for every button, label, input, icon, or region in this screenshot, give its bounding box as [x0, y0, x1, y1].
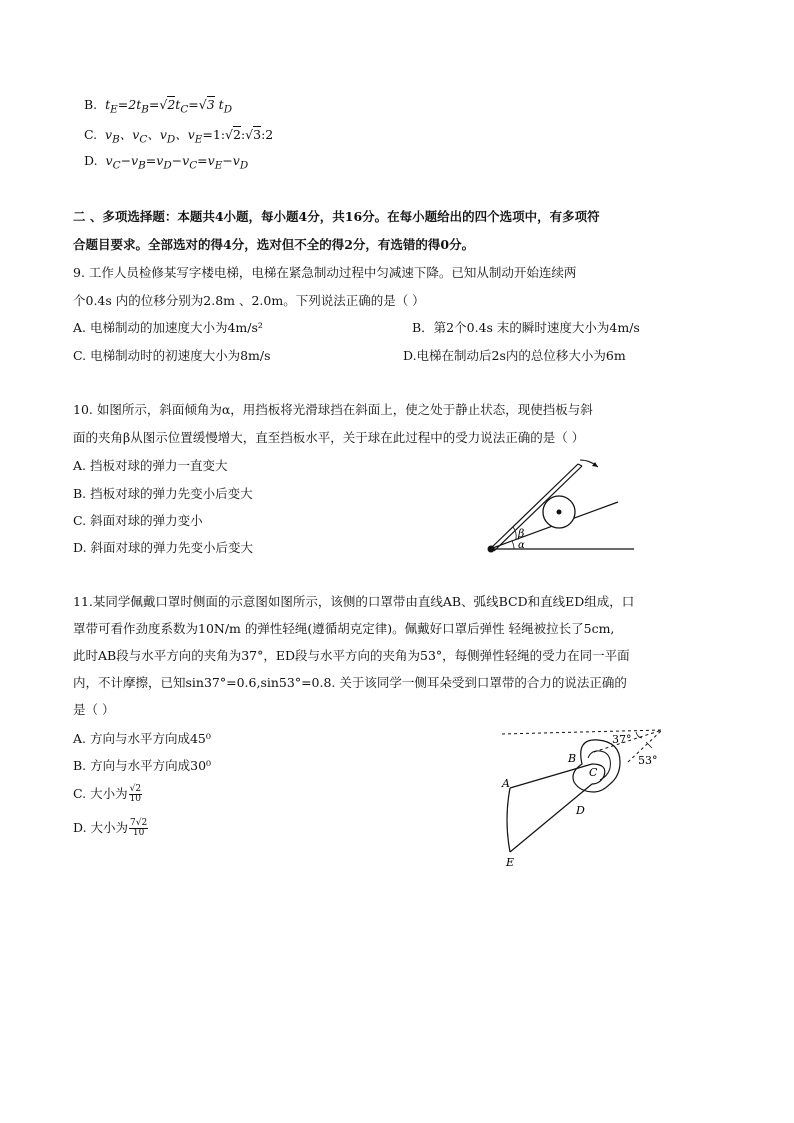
- strap-ab: [510, 764, 592, 788]
- point-d-label: D: [576, 804, 585, 817]
- q11-option-c-fraction: $\frac{√2}{10}$: [129, 784, 142, 804]
- q10-incline-figure: [480, 452, 640, 560]
- angle-arc-53: [646, 742, 652, 748]
- formula-d: $v_C-v_B=v_D-v_C=v_E-v_D$: [101, 153, 249, 172]
- pivot-dot: [488, 546, 495, 553]
- mask-edge: [507, 788, 510, 852]
- q10-stem-line1: 10. 如图所示，斜面倾角为α，用挡板将光滑球挡在斜面上，使之处于静止状态，现使挡板与斜: [73, 402, 593, 417]
- point-c-label: C: [589, 766, 598, 779]
- point-e-label: E: [506, 856, 515, 869]
- point-b-label: B: [568, 752, 577, 765]
- q9-option-a: A. 电梯制动的加速度大小为4m/s²: [73, 320, 263, 335]
- q10-option-c: C. 斜面对球的弹力变小: [73, 513, 203, 528]
- q11-ear-figure: [496, 724, 668, 874]
- angle-label-37: 37°: [612, 733, 632, 746]
- beta-label: β: [518, 527, 525, 540]
- q9-stem-line2: 个0.4s 内的位移分别为2.8m 、2.0m。下列说法正确的是（ ）: [73, 293, 425, 308]
- prev-option-b: B. $t_E=2t_B=√2t_C=√3$ $t_D$: [84, 97, 233, 116]
- q10-option-d: D. 斜面对球的弹力先变小后变大: [73, 540, 254, 555]
- formula-b: $t_E=2t_B=√2t_C=√3$ $t_D$: [101, 97, 233, 116]
- q9-option-c: C. 电梯制动时的初速度大小为8m/s: [73, 348, 271, 363]
- q9-option-d: D.电梯在制动后2s内的总位移大小为6m: [403, 348, 626, 363]
- q10-option-b: B. 挡板对球的弹力先变小后变大: [73, 486, 253, 501]
- q11-option-d: D. 大小为 $\frac{7√2}{10}$: [73, 818, 148, 838]
- rotation-arrowhead-icon: [592, 462, 598, 467]
- q10-option-a: A. 挡板对球的弹力一直变大: [73, 458, 228, 473]
- q9-stem-line1: 9. 工作人员检修某写字楼电梯，电梯在紧急制动过程中匀减速下降。已知从制动开始连续两: [73, 265, 577, 280]
- section-header-line2: 合题目要求。全部选对的得4分，选对但不全的得2分，有选错的得0分。: [73, 237, 475, 252]
- q11-option-d-fraction: $\frac{7√2}{10}$: [130, 818, 148, 838]
- q11-stem-line5: 是（ ）: [73, 702, 115, 717]
- q9-option-b: B．第2个0.4s 末的瞬时速度大小为4m/s: [412, 320, 640, 335]
- alpha-arc: [512, 541, 514, 549]
- strap-ed: [510, 784, 592, 852]
- ball-center-dot: [557, 510, 562, 515]
- alpha-label: α: [518, 540, 525, 551]
- prev-option-d: D. $v_C-v_B=v_D-v_C=v_E-v_D$: [84, 153, 249, 172]
- q11-option-c: C. 大小为 $\frac{√2}{10}$: [73, 784, 142, 804]
- q11-stem-line2: 罩带可看作劲度系数为10N/m 的弹性轻绳(遵循胡克定律)。佩戴好口罩后弹性 轻绳被拉长了5cm,: [73, 621, 615, 636]
- point-a-label: A: [502, 777, 510, 790]
- q11-stem-line3: 此时AB段与水平方向的夹角为37°，ED段与水平方向的夹角为53°，每侧弹性轻绳的受力在同一平面: [73, 648, 630, 663]
- q11-option-b: B. 方向与水平方向成30⁰: [73, 758, 212, 773]
- q10-stem-line2: 面的夹角β从图示位置缓慢增大，直至挡板水平，关于球在此过程中的受力说法正确的是（ ）: [73, 430, 585, 445]
- angle-label-53: 53°: [638, 754, 658, 767]
- prev-option-c: C. $v_B$、$v_C$、$v_D$、$v_E=1:√2:√3:2$: [84, 127, 274, 146]
- q11-stem-line1: 11.某同学佩戴口罩时侧面的示意图如图所示，该侧的口罩带由直线AB、弧线BCD和直线ED组成，口: [73, 594, 635, 609]
- q11-stem-line4: 内，不计摩擦，已知sin37°=0.6,sin53°=0.8. 关于该同学一侧耳朵受到口罩带的合力的说法正确的: [73, 675, 627, 690]
- section-header-line1: 二 、多项选择题：本题共4小题，每小题4分，共16分。在每小题给出的四个选项中，有多项符: [73, 209, 600, 224]
- horizontal-dashed-line: [502, 730, 662, 734]
- q11-option-a: A. 方向与水平方向成45⁰: [73, 731, 211, 746]
- formula-c: $v_B$、$v_C$、$v_D$、$v_E$: [101, 127, 203, 146]
